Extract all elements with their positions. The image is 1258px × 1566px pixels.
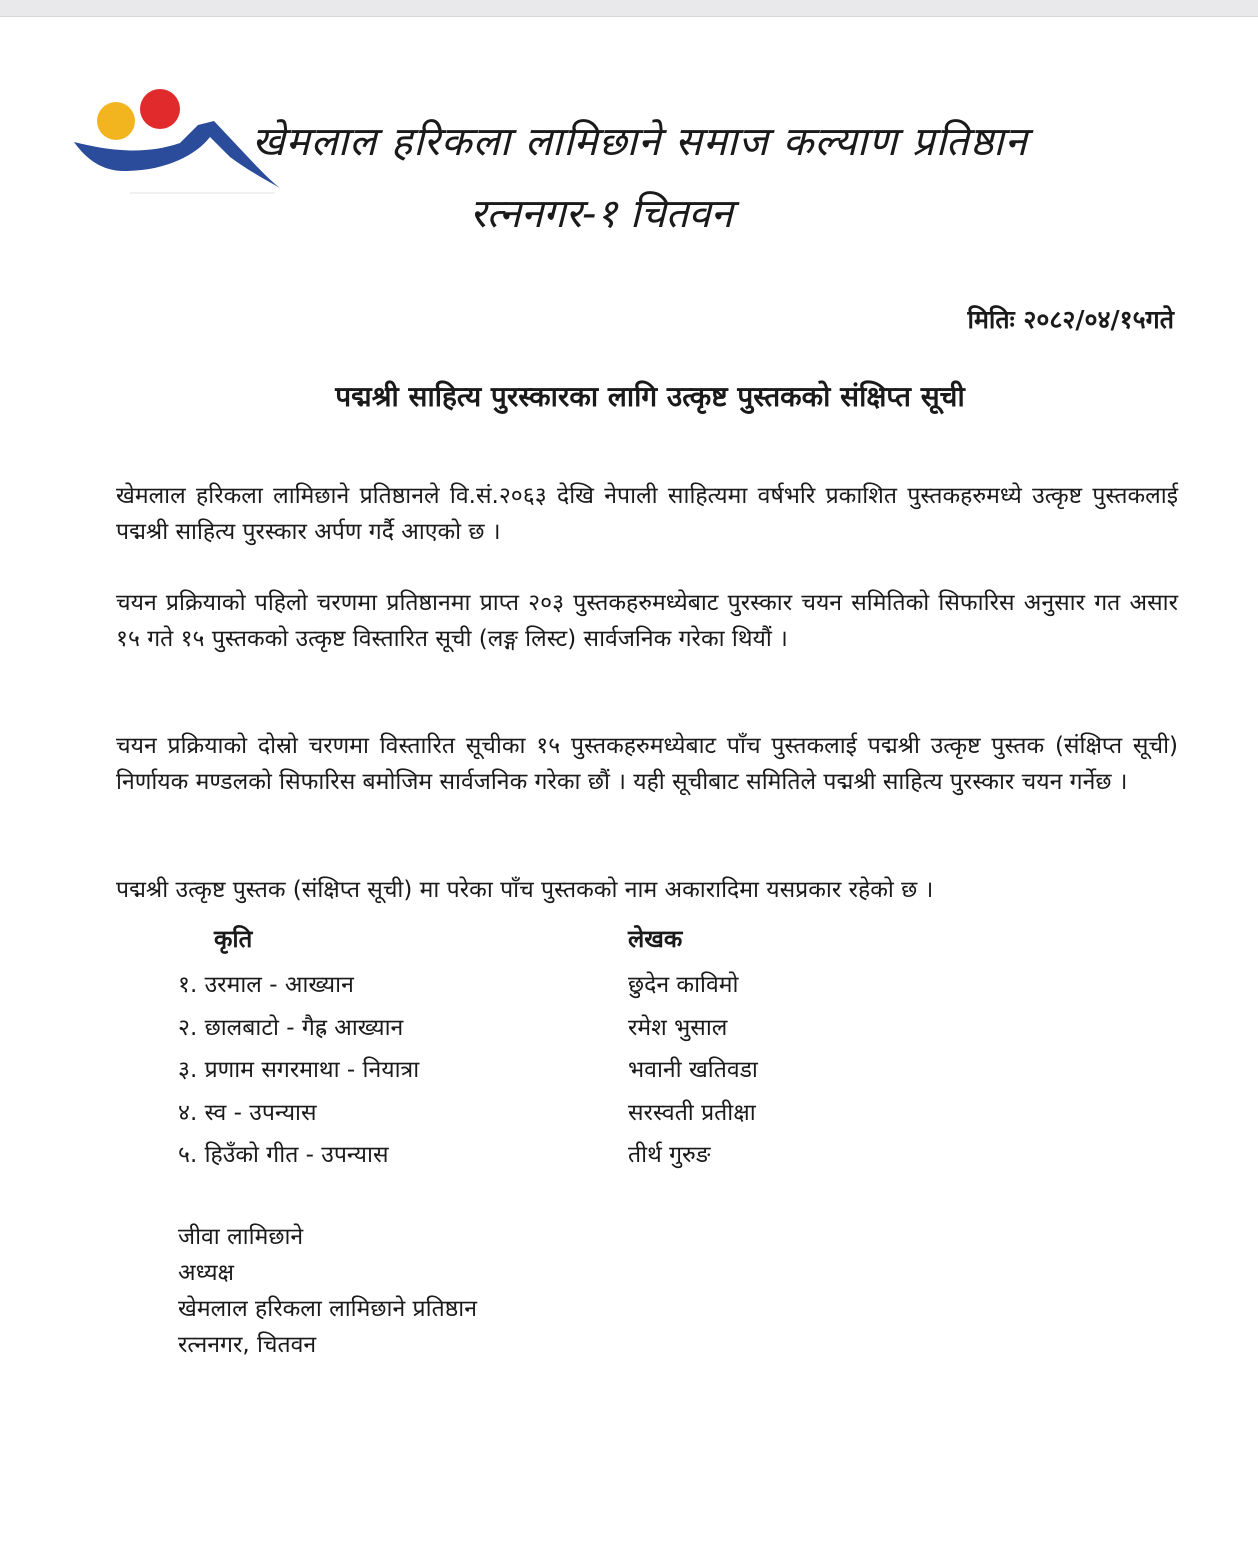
list-item [178,1052,878,1095]
signatory-name: जीवा लामिछाने [178,1224,304,1250]
signatory-org: खेमलाल हरिकला लामिछाने प्रतिष्ठान [178,1296,477,1322]
paragraph-second-stage: चयन प्रक्रियाको दोस्रो चरणमा विस्तारित सूचीका १५ पुस्तकहरुमध्येबाट पाँच पुस्तकलाई पद्मश्री उत्कृष्ट पुस्तक (संक्षिप्त सूची) निर्णायक मण्डलको सिफारिस बमोजिम सार्वजनिक गरेका छौं । यही सूचीबाट समितिले पद्मश्री साहित्य पुरस्कार चयन गर्नेछ । [116,733,1178,795]
book-author: रमेश भुसाल [628,1014,728,1041]
book-author: सरस्वती प्रतीक्षा [628,1099,756,1126]
book-author: भवानी खतिवडा [628,1057,758,1083]
book-title: ४. स्व - उपन्यास [178,1099,317,1126]
logo-red-dot [140,89,180,129]
book-title: ५. हिउँको गीत - उपन्यास [178,1142,389,1168]
top-bar [0,0,1258,17]
signature-block [178,1219,477,1363]
paragraph-first-stage: चयन प्रक्रियाको पहिलो चरणमा प्रतिष्ठानमा प्राप्त २०३ पुस्तकहरुमध्येबाट पुरस्कार चयन समितिको सिफारिस अनुसार गत असार १५ गते १५ पुस्तकको उत्कृष्ट विस्तारित सूची (लङ्ग लिस्ट) सार्वजनिक गरेका थियौं । [116,590,1178,652]
document-page [0,17,1258,1566]
logo-yellow-dot [97,102,135,140]
paragraph-list-intro: पद्मश्री उत्कृष्ट पुस्तक (संक्षिप्त सूची) मा परेका पाँच पुस्तकको नाम अकारादिमा यसप्रकार रहेको छ । [116,877,934,903]
list-item [178,1137,878,1180]
book-author: तीर्थ गुरुङ [628,1142,711,1168]
book-title: १. उरमाल - आख्यान [178,972,354,998]
column-header-author: लेखक [628,925,683,953]
document-title: पद्मश्री साहित्य पुरस्कारका लागि उत्कृष्ट पुस्तकको संक्षिप्त सूची [335,380,965,413]
list-item [178,967,878,1010]
book-title: २. छालबाटो - गैह्र आख्यान [178,1014,404,1041]
list-item [178,1095,878,1138]
org-location-heading: रत्ननगर-१ चितवन [470,191,733,237]
book-author: छुदेन काविमो [628,972,739,998]
column-header-work: कृति [214,925,253,953]
document-date: मितिः २०८२/०४/१५गते [967,305,1174,334]
paragraph-intro: खेमलाल हरिकला लामिछाने प्रतिष्ठानले वि.सं.२०६३ देखि नेपाली साहित्यमा वर्षभरि प्रकाशित पुस्तकहरुमध्ये उत्कृष्ट पुस्तकलाई पद्मश्री साहित्य पुरस्कार अर्पण गर्दै आएको छ । [116,483,1178,545]
org-name-heading: खेमलाल हरिकला लामिछाने समाज कल्याण प्रतिष्ठान [252,119,1028,165]
list-item [178,1010,878,1053]
signatory-address: रत्ननगर, चितवन [178,1332,317,1358]
shortlist [178,967,878,1180]
signatory-position: अध्यक्ष [178,1260,235,1286]
book-title: ३. प्रणाम सगरमाथा - नियात्रा [178,1057,420,1083]
